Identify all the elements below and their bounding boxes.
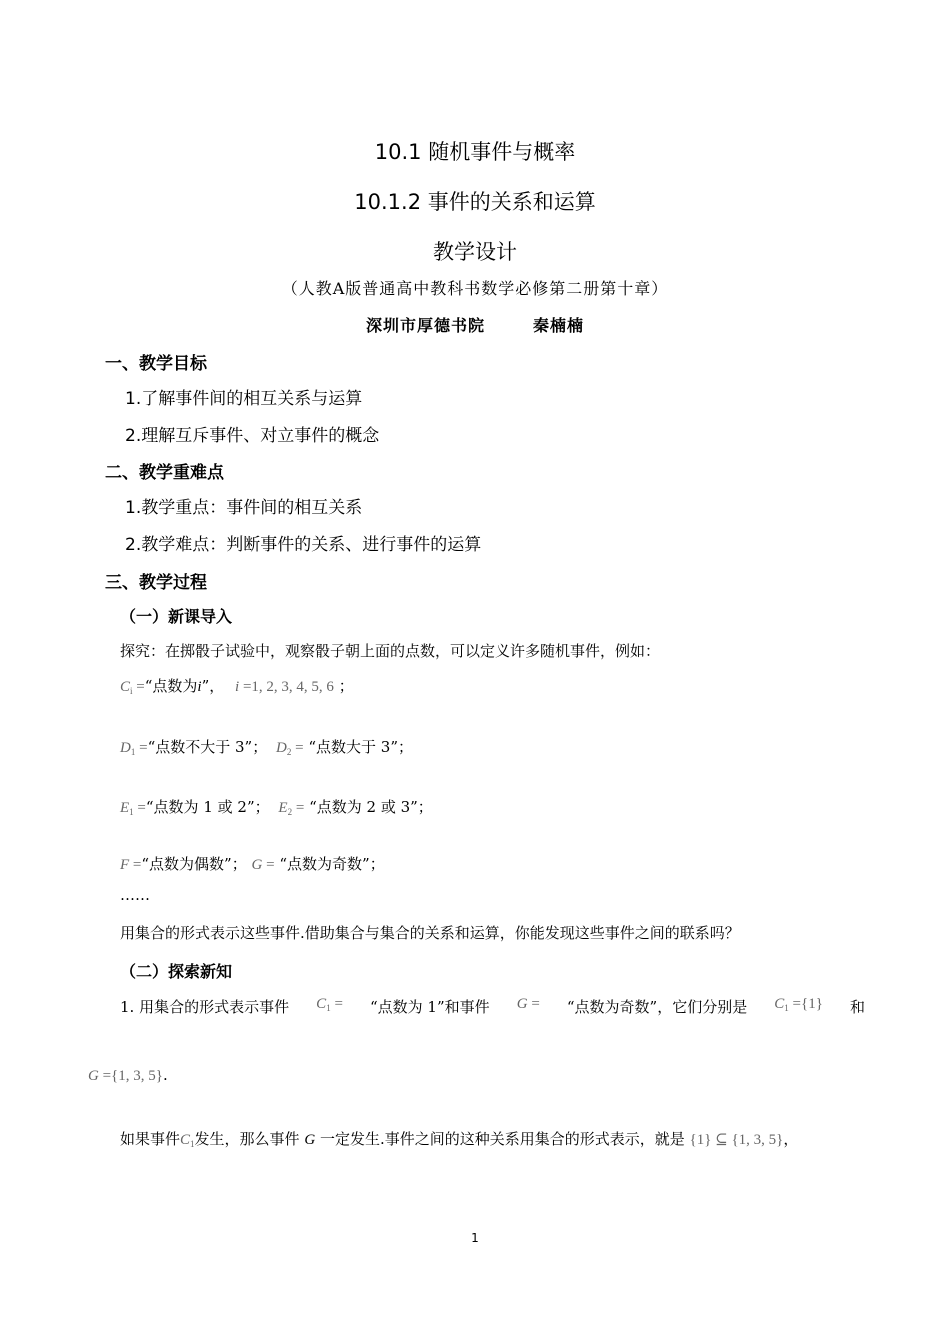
explore-paragraph-1: 1. 用集合的形式表示事件 $C_1$ = “点数为 1”和事件 G = “点数为奇数”，它们分别是 $C_1 =\{1\}$ 和	[120, 996, 865, 1016]
key-point-item: 1.教学重点：事件间的相互关系	[125, 498, 363, 518]
intro-paragraph: 探究：在掷骰子试验中，观察骰子朝上面的点数，可以定义许多随机事件，例如：	[120, 642, 661, 660]
formula-d2: $D_2$ =	[276, 740, 304, 757]
explore-paragraph-2: 如果事件$C_1$发生，那么事件 G 一定发生.事件之间的这种关系用集合的形式表示，就是 {1} ⊆ {1, 3, 5}，	[120, 1130, 799, 1149]
doc-subtitle-design: 教学设计	[433, 240, 517, 264]
page-number: 1	[471, 1231, 479, 1245]
section-heading-process: 三、教学过程	[105, 573, 207, 593]
event-d-line: $D_1$ =“点数不大于 3”； $D_2$ = “点数大于 3”；	[120, 738, 413, 757]
author-line	[0, 313, 950, 336]
event-fg-line: F =“点数为偶数”； G = “点数为奇数”；	[120, 855, 385, 873]
author-name: 秦楠楠	[533, 316, 585, 335]
objective-item: 2.理解互斥事件、对立事件的概念	[125, 426, 380, 446]
question-paragraph: 用集合的形式表示这些事件.借助集合与集合的关系和运算，你能发现这些事件之间的联系吗？	[120, 924, 740, 942]
event-e-line: $E_1$ =“点数为 1 或 2”； $E_2$ = “点数为 2 或 3”；	[120, 798, 433, 817]
formula-g-eq: G =	[516, 996, 540, 1012]
explore-paragraph-1-cont: G ={1, 3, 5}.	[88, 1066, 168, 1084]
event-c-line: $C_i$ =“点数为i”， i =1, 2, 3, 4, 5, 6 ；	[120, 677, 354, 696]
formula-i-range: i =1, 2, 3, 4, 5, 6	[235, 679, 334, 695]
key-point-item: 2.教学难点：判断事件的关系、进行事件的运算	[125, 535, 482, 555]
formula-c1-inline: $C_1$	[180, 1132, 195, 1149]
formula-e2: $E_2$ =	[278, 800, 305, 817]
subsection-heading-intro: （一）新课导入	[120, 607, 233, 626]
formula-d1: $D_1$ =	[120, 740, 148, 757]
textbook-reference: （人教A版普通高中教科书数学必修第二册第十章）	[281, 279, 669, 298]
formula-c-i: $C_i$ =	[120, 679, 145, 696]
formula-c1: $C_1$ =	[316, 996, 343, 1013]
ellipsis: ……	[120, 886, 150, 904]
doc-subtitle-section: 10.1.2 事件的关系和运算	[354, 190, 596, 214]
formula-c1-set: $C_1 =\{1\}$	[774, 996, 823, 1013]
section-heading-key-points: 二、教学重难点	[105, 463, 224, 483]
subsection-heading-explore: （二）探索新知	[120, 962, 233, 981]
formula-g-set: G ={1, 3, 5}	[88, 1068, 163, 1084]
formula-f: F =	[120, 857, 142, 873]
formula-g: G =	[251, 857, 275, 873]
objective-item: 1.了解事件间的相互关系与运算	[125, 389, 363, 409]
section-heading-objectives: 一、教学目标	[105, 354, 207, 374]
formula-e1: $E_1$ =	[120, 800, 146, 817]
doc-title: 10.1 随机事件与概率	[374, 140, 576, 164]
school-name: 深圳市厚德书院	[365, 316, 485, 335]
formula-subset: {1} ⊆ {1, 3, 5}	[689, 1132, 784, 1148]
